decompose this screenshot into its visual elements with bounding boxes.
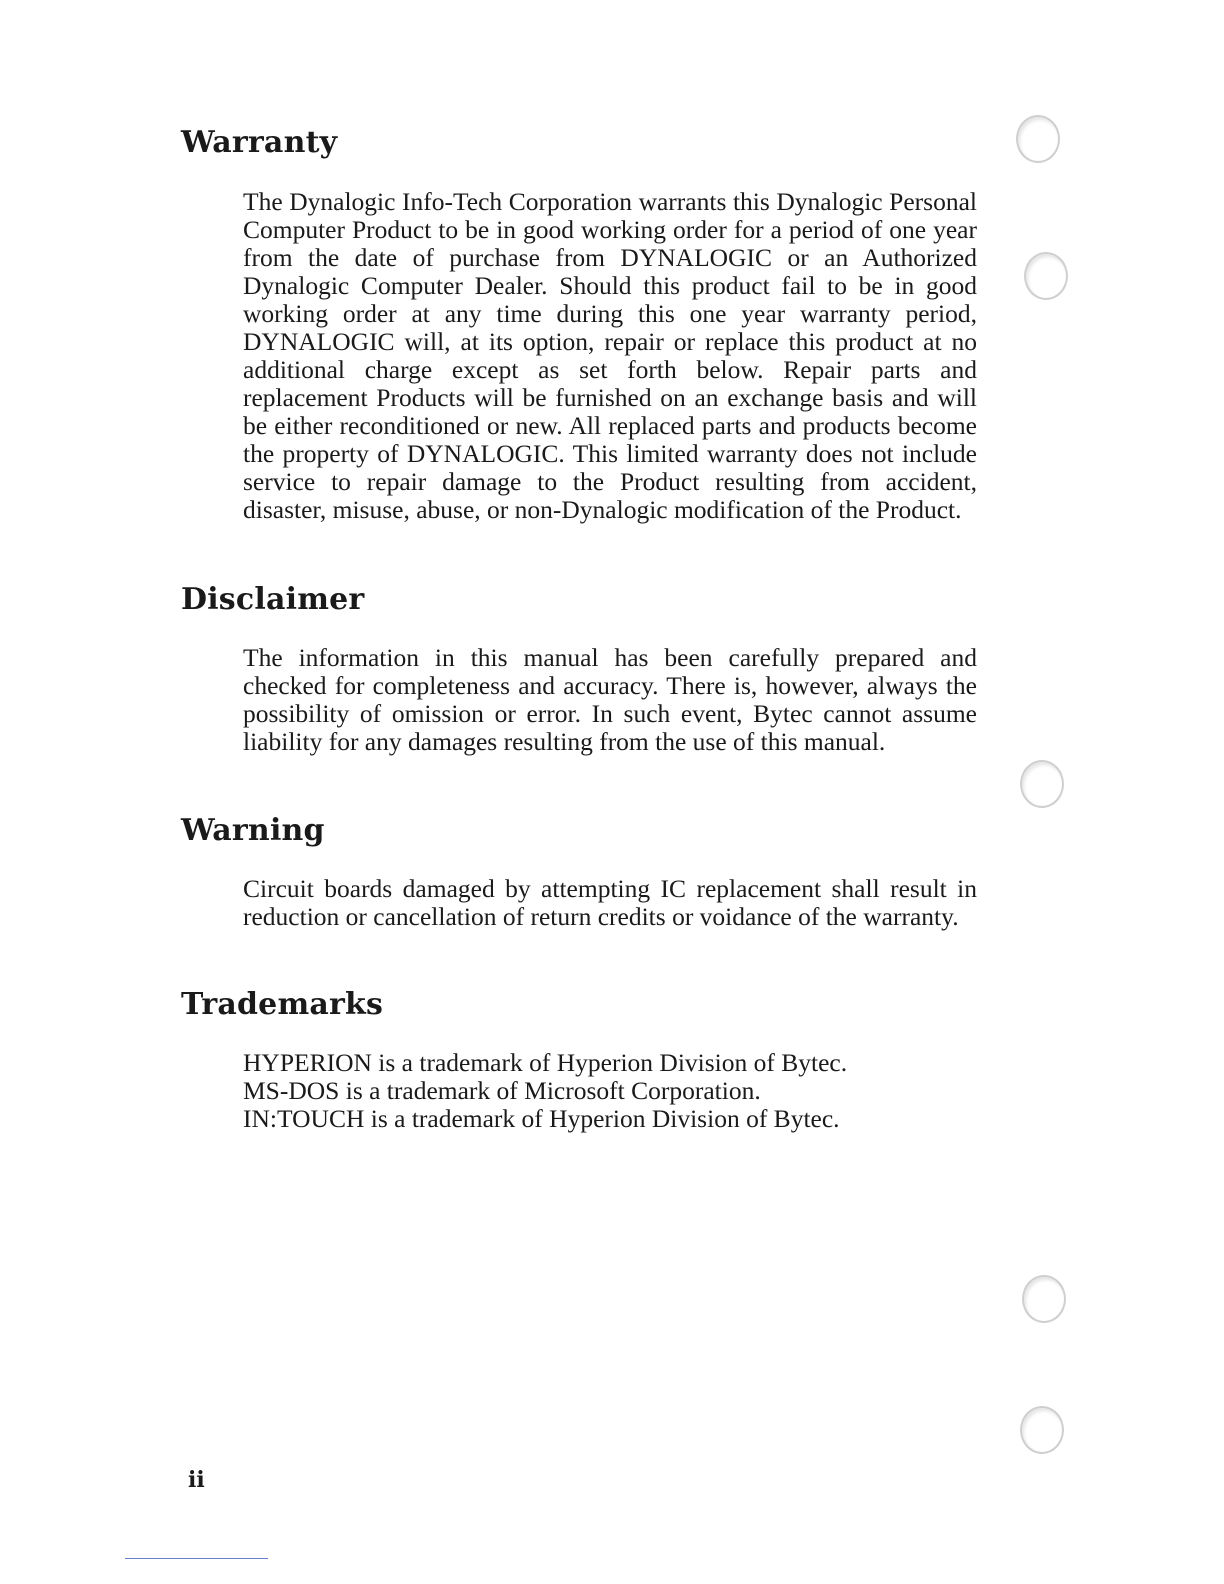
binder-hole — [1024, 252, 1068, 300]
trademarks-heading: Trademarks — [181, 987, 384, 1022]
bottom-rule — [125, 1558, 268, 1559]
binder-hole — [1016, 115, 1060, 163]
trademark-line: HYPERION is a trademark of Hyperion Division of Bytec. — [243, 1048, 848, 1077]
binder-hole — [1020, 1406, 1064, 1454]
warranty-heading: Warranty — [181, 125, 338, 160]
trademarks-list — [243, 1049, 977, 1133]
warning-text: Circuit boards damaged by attempting IC replacement shall result in reduction or cancellation of return credits or voidance of the warranty. — [243, 874, 977, 931]
warranty-text: The Dynalogic Info-Tech Corporation warrants this Dynalogic Personal Computer Product to be in good working order for a period of one year from the date of purchase from DYNALOGIC or an Authorized Dynalogic Computer Dealer. Should this product fail to be in good working order at any time during this one year warranty period, DYNALOGIC will, at its option, repair or replace this product at no additional charge except as set forth below. Repair parts and replacement Products will be furnished on an exchange basis and will be either reconditioned or new. All replaced parts and products become the property of DYNALOGIC. This limited warranty does not include service to repair damage to the Product resulting from accident, disaster, misuse, abuse, or non-Dynalogic modification of the Product. — [243, 187, 977, 524]
binder-hole — [1022, 1275, 1066, 1323]
disclaimer-heading: Disclaimer — [181, 582, 365, 617]
binder-hole — [1020, 760, 1064, 808]
page-number: ii — [188, 1467, 205, 1493]
trademark-line: MS-DOS is a trademark of Microsoft Corporation. — [243, 1076, 761, 1105]
warning-heading: Warning — [181, 813, 325, 848]
disclaimer-text: The information in this manual has been carefully prepared and checked for completeness and accuracy. There is, however, always the possibility of omission or error. In such event, Bytec cannot assume liability for any damages resulting from the use of this manual. — [243, 643, 977, 756]
trademark-line: IN:TOUCH is a trademark of Hyperion Division of Bytec. — [243, 1104, 840, 1133]
